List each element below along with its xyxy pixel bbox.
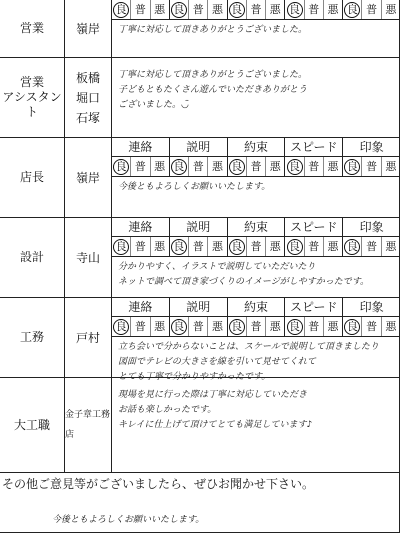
rating-row (112, 157, 400, 177)
comment-line: 立ち会いで分からないことは、スケールで説明して頂きましたり (118, 342, 379, 352)
rating-option: 普 (247, 0, 266, 19)
category-header (112, 218, 400, 237)
rating-option: 普 (189, 317, 208, 336)
rating-option: 普 (305, 317, 324, 336)
rating-option-selected: 良 (112, 0, 131, 19)
rating-option: 悪 (327, 320, 339, 333)
rating-group (343, 0, 400, 19)
handwritten-comment (118, 260, 396, 290)
rating-option-selected: 良 (228, 317, 247, 336)
rating-group (343, 237, 400, 256)
footer-label: その他ご意見等がございましたら、ぜひお聞かせ下さい。 (2, 477, 315, 491)
rating-option: 普 (131, 157, 150, 176)
rating-option: 普 (305, 157, 324, 176)
rating-option-selected: 良 (112, 317, 131, 336)
rating-option: 悪 (327, 3, 339, 16)
table-row (0, 0, 400, 58)
rating-group (112, 0, 170, 19)
staff-name: 嶺岸 (75, 21, 100, 36)
category-label: 連絡 (112, 298, 170, 316)
staff-name-cell (65, 378, 112, 472)
rating-option-selected: 良 (170, 317, 189, 336)
evaluation-cell (112, 298, 400, 382)
staff-name-cell (65, 218, 112, 297)
rating-group (343, 157, 400, 176)
rating-option-selected: 良 (112, 157, 131, 176)
rating-option-selected: 良 (343, 317, 362, 336)
rating-option: 悪 (269, 160, 281, 173)
staff-name-cell (65, 0, 112, 57)
rating-group (228, 157, 286, 176)
rating-option: 普 (247, 317, 266, 336)
category-label: 印象 (359, 140, 384, 154)
staff-name: 堀口 (75, 90, 100, 105)
rating-option-selected: 良 (285, 0, 304, 19)
category-label: 約束 (228, 218, 286, 236)
rating-option-selected: 良 (343, 157, 362, 176)
comment-line: ネットで調べて頂き家づくりのイメージがしやすかったです。 (118, 277, 370, 287)
rating-option: 普 (189, 157, 208, 176)
category-label: 印象 (359, 220, 384, 234)
category-label: 連絡 (112, 218, 170, 236)
rating-option: 悪 (385, 320, 397, 333)
rating-group (285, 157, 343, 176)
rating-option: 悪 (269, 320, 281, 333)
role-cell: 工務 (0, 298, 65, 377)
category-label: スピード (285, 138, 343, 156)
rating-option: 普 (362, 237, 381, 256)
role-cell: 設計 (0, 218, 65, 297)
rating-group (170, 0, 228, 19)
rating-option-selected: 良 (285, 317, 304, 336)
rating-option-selected: 良 (343, 0, 362, 19)
rating-group (228, 237, 286, 256)
staff-name-cell (65, 58, 112, 137)
evaluation-cell (112, 58, 400, 137)
comment-line: お話も楽しかったです。 (118, 405, 217, 415)
evaluation-cell (112, 378, 400, 472)
rating-group (170, 157, 228, 176)
table-row (0, 298, 400, 382)
rating-option: 普 (362, 317, 381, 336)
rating-row (112, 317, 400, 337)
rating-option-selected: 良 (343, 237, 362, 256)
evaluation-cell (112, 218, 400, 297)
rating-group (343, 317, 400, 336)
category-header (112, 298, 400, 317)
table-row (0, 58, 400, 138)
category-label: 約束 (228, 298, 286, 316)
rating-option: 悪 (385, 240, 397, 253)
rating-group (112, 317, 170, 336)
category-label: スピード (285, 298, 343, 316)
rating-option-selected: 良 (285, 237, 304, 256)
comment-line: 子どもともたくさん遊んでいただきありがとう (118, 85, 308, 95)
rating-option-selected: 良 (170, 0, 189, 19)
staff-name: 寺山 (75, 250, 100, 265)
category-label: 約束 (228, 138, 286, 156)
comment-line: ございました。◡̈ (118, 100, 189, 110)
rating-group (170, 237, 228, 256)
category-header (112, 138, 400, 157)
comment-line: 分かりやすく、イラストで説明していただいたり (118, 262, 316, 272)
role-cell: 大工職 (0, 378, 65, 472)
rating-option: 悪 (269, 240, 281, 253)
staff-name-cell (65, 138, 112, 217)
staff-name: 金子章工務店 (65, 410, 111, 440)
rating-option: 悪 (211, 240, 223, 253)
category-label: 連絡 (112, 138, 170, 156)
rating-option: 悪 (327, 160, 339, 173)
rating-option: 普 (189, 0, 208, 19)
rating-group (112, 237, 170, 256)
rating-option-selected: 良 (228, 157, 247, 176)
rating-option: 普 (247, 237, 266, 256)
comment-line: 図面でテレビの大きさを線を引いて見せてくれて (118, 357, 316, 367)
rating-group (170, 317, 228, 336)
role-cell: 店長 (0, 138, 65, 217)
handwritten-comment (118, 68, 396, 113)
table-row (0, 138, 400, 218)
rating-option: 悪 (211, 160, 223, 173)
handwritten-comment (118, 388, 396, 433)
rating-option: 普 (131, 0, 150, 19)
rating-option: 普 (362, 0, 381, 19)
rating-group (285, 0, 343, 19)
rating-option: 悪 (269, 3, 281, 16)
category-label: 説明 (170, 218, 228, 236)
rating-option: 普 (189, 237, 208, 256)
comment-line: とても丁寧で分かりやすかったです。 (118, 372, 271, 382)
handwritten-comment (118, 23, 396, 38)
rating-option: 普 (305, 0, 324, 19)
rating-option: 悪 (385, 160, 397, 173)
rating-group (228, 317, 286, 336)
rating-option: 悪 (154, 160, 166, 173)
rating-option: 普 (131, 237, 150, 256)
handwritten-comment (118, 180, 396, 195)
rating-option-selected: 良 (170, 237, 189, 256)
role-cell: 営業 アシスタント (0, 58, 65, 137)
rating-option: 普 (247, 157, 266, 176)
rating-option: 普 (362, 157, 381, 176)
rating-option: 悪 (154, 320, 166, 333)
rating-row (112, 0, 400, 20)
staff-name: 嶺岸 (75, 170, 100, 185)
rating-group (285, 237, 343, 256)
comment-line: 現場を見に行った際は丁寧に対応していただき (118, 390, 308, 400)
comment-line: キレイに仕上げて頂けてとても満足しています♪ (118, 420, 313, 430)
evaluation-cell (112, 138, 400, 217)
rating-option: 悪 (327, 240, 339, 253)
rating-option: 悪 (154, 3, 166, 16)
staff-name: 戸村 (75, 330, 100, 345)
rating-option-selected: 良 (228, 237, 247, 256)
rating-option: 普 (305, 237, 324, 256)
rating-row (112, 237, 400, 257)
category-label: スピード (285, 218, 343, 236)
rating-group (228, 0, 286, 19)
rating-option: 悪 (211, 3, 223, 16)
comment-line: 丁寧に対応して頂きありがとうございました。 (118, 25, 308, 35)
rating-option-selected: 良 (228, 0, 247, 19)
rating-option-selected: 良 (285, 157, 304, 176)
staff-name-cell (65, 298, 112, 377)
category-label: 説明 (170, 298, 228, 316)
staff-name: 石塚 (75, 110, 100, 125)
category-label: 印象 (359, 300, 384, 314)
table-row (0, 378, 400, 473)
rating-option-selected: 良 (170, 157, 189, 176)
footer-note: 今後ともよろしくお願いいたします。 (52, 515, 205, 525)
rating-option: 悪 (154, 240, 166, 253)
staff-name: 板橋 (75, 70, 100, 85)
rating-option: 普 (131, 317, 150, 336)
evaluation-cell (112, 0, 400, 57)
category-label: 説明 (170, 138, 228, 156)
comment-line: 丁寧に対応して頂きありがとうございました。 (118, 70, 308, 80)
rating-option: 悪 (385, 3, 397, 16)
rating-option: 悪 (211, 320, 223, 333)
table-row (0, 218, 400, 298)
rating-group (285, 317, 343, 336)
comment-line: 今後ともよろしくお願いいたします。 (118, 182, 271, 192)
role-cell: 営業 (0, 0, 65, 57)
rating-option-selected: 良 (112, 237, 131, 256)
rating-group (112, 157, 170, 176)
